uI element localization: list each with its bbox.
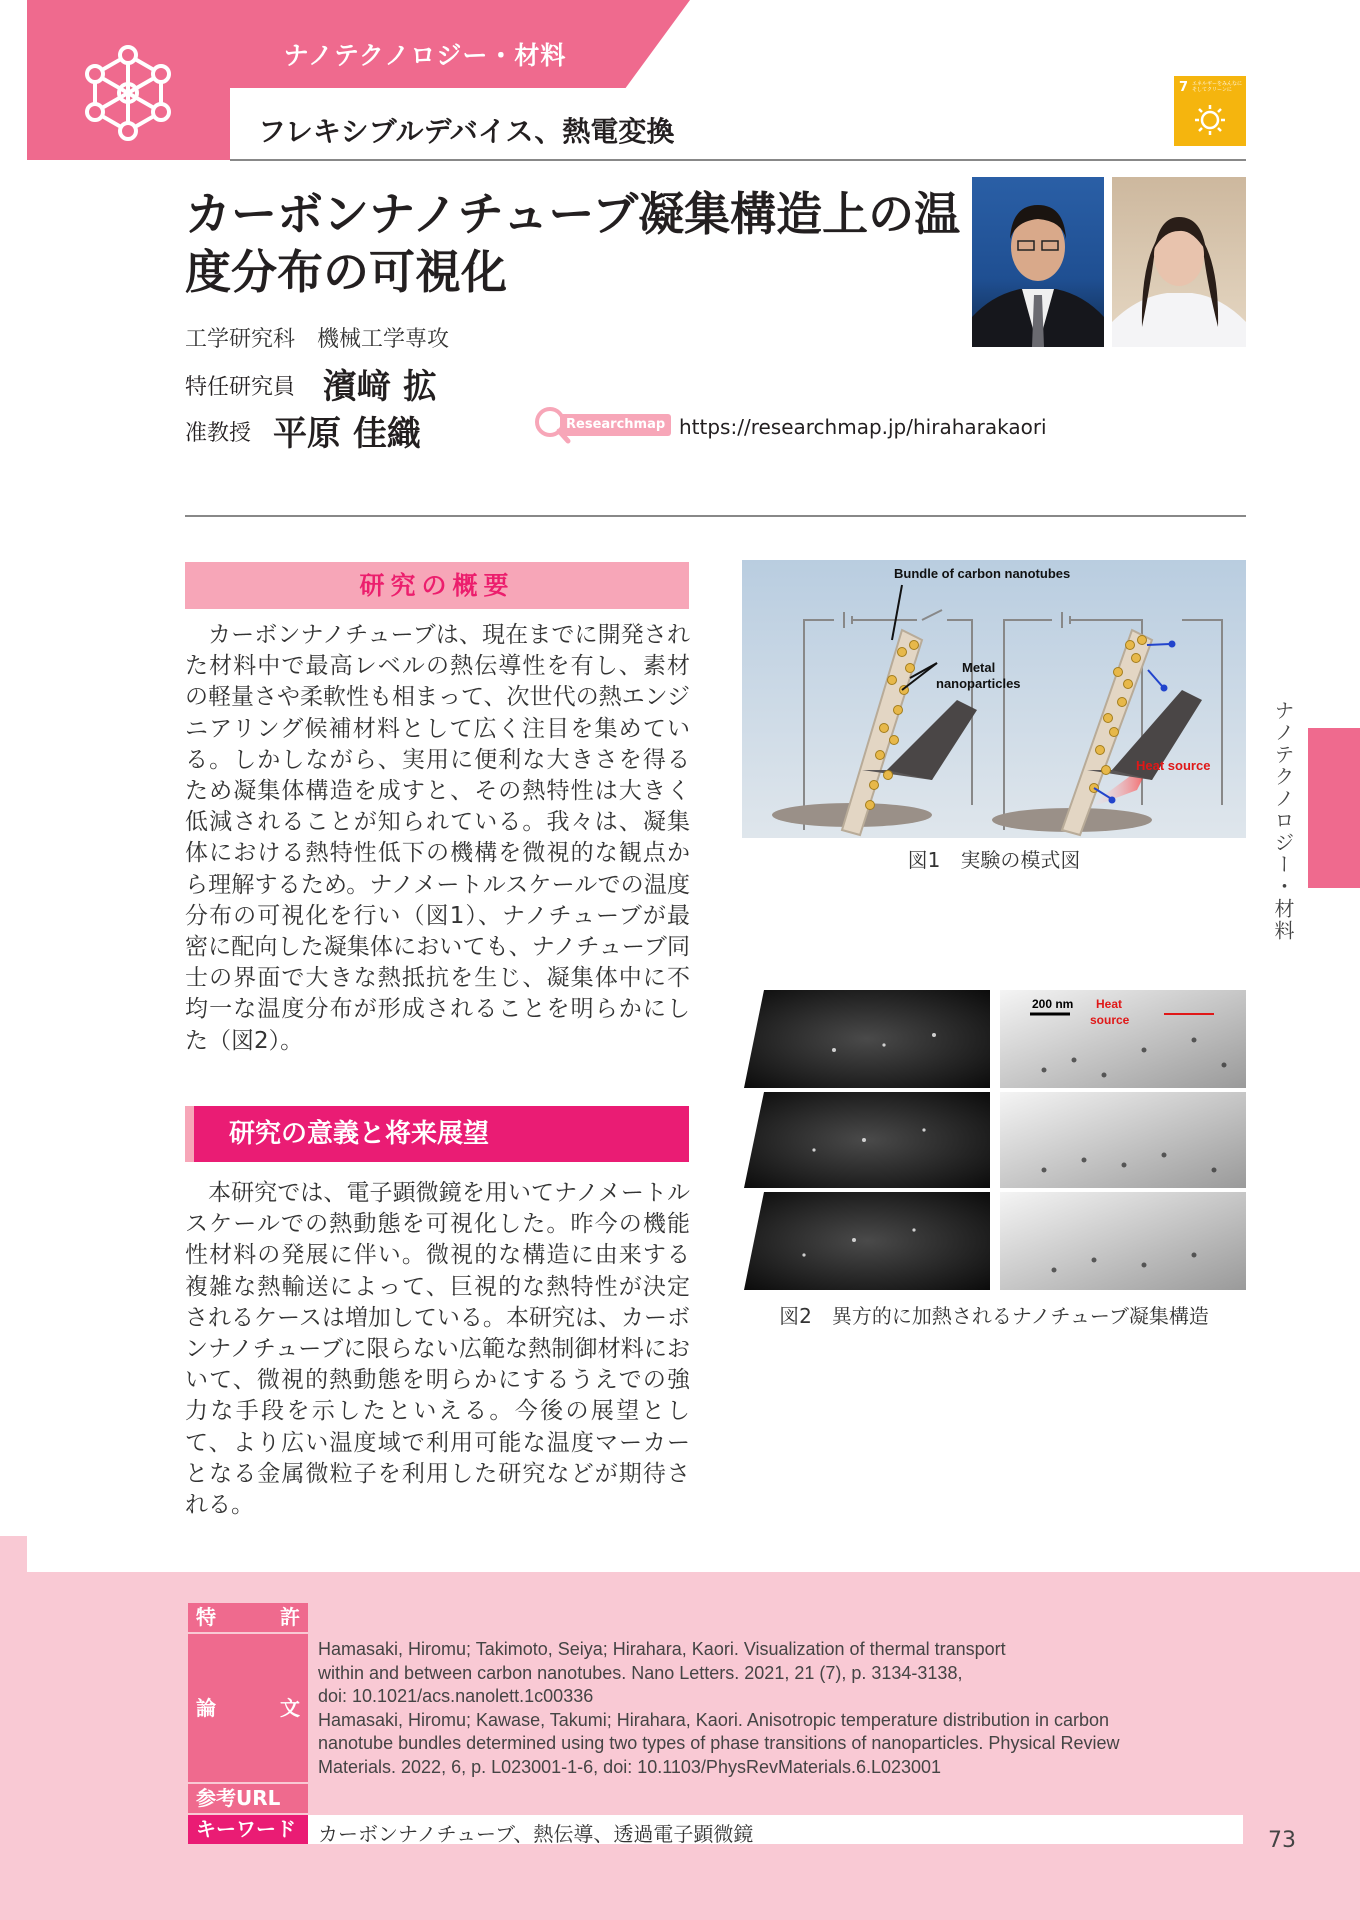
sdg-number: 7: [1179, 80, 1189, 95]
subtitle-divider: [230, 159, 1246, 161]
figure-2-row-1: [744, 990, 1246, 1088]
overview-body: カーボンナノチューブは、現在までに開発された材料中で最高レベルの熱伝導性を有し、素材の軽量さや柔軟性も相まって、次世代の熱エンジニアリング候補材料として広く注目を集めている。しかしながら、実用に便利な大きさを得るため凝集体構造を成すと、その熱特性は大きく低減されることが知られている。我々は、凝集体における熱特性低下の機構を微視的な観点から理解するため。ナノメートルスケールでの温度分布の可視化を行い（図1）、ナノチューブが最密に配向した凝集体においても、ナノチューブ同士の界面で大きな熱抵抗を生じ、凝集体中に不均一な温度分布が形成されることを明らかにした（図2）。: [185, 622, 691, 1054]
side-category-label: ナノテクノロジー・材料: [1271, 700, 1295, 942]
significance-heading: 研究の意義と将来展望: [185, 1106, 689, 1162]
page-number: 73: [1268, 1828, 1296, 1853]
sun-power-icon: [1188, 96, 1232, 140]
article-title: カーボンナノチューブ凝集構造上の温度分布の可視化: [185, 187, 961, 299]
figure-1-label-heat-source: Heat source: [1136, 758, 1211, 773]
patent-label: [188, 1603, 308, 1632]
paper-line: Hamasaki, Hiromu; Kawase, Takumi; Hirahara, Kaori. Anisotropic temperature distribution in carbon: [318, 1709, 1110, 1730]
figure-1-background: [742, 560, 1246, 838]
paper-line: nanotube bundles determined using two types of phase transitions of nanoparticles. Physical Review: [318, 1733, 1120, 1753]
paper-line: Hamasaki, Hiromu; Takimoto, Seiya; Hirahara, Kaori. Visualization of thermal transport: [318, 1639, 1006, 1659]
author-2-name: 平原 佳織: [273, 414, 421, 454]
sdg-7-badge: [1174, 76, 1246, 146]
section-divider: [185, 515, 1246, 517]
author-2-photo: [1112, 177, 1246, 347]
researchmap-logo: Researchmap: [560, 414, 671, 436]
article-subtitle: フレキシブルデバイス、熱電変換: [258, 115, 675, 148]
figure-1-caption: 図1 実験の模式図: [907, 848, 1081, 872]
figure-2-row-3: [744, 1192, 1246, 1290]
figure-2-row-2: [744, 1092, 1246, 1188]
molecule-icon: [27, 0, 230, 160]
author-1-photo: [972, 177, 1104, 347]
figure-1-label-metal: Metal: [962, 660, 996, 675]
patent-label-char-1: 特: [196, 1605, 216, 1629]
overview-heading: 研究の概要: [185, 562, 689, 609]
reference-url-label: 参考URL: [188, 1784, 308, 1813]
footer-notch: [0, 1536, 27, 1576]
paper-line: doi: 10.1021/acs.nanolett.1c00336: [318, 1686, 594, 1706]
author-1-role: 特任研究員: [185, 375, 296, 400]
figure-1-label-nanoparticles: nanoparticles: [936, 676, 1021, 691]
author-1-portrait: [972, 177, 1104, 347]
figure-2-caption: 図2 異方的に加熱されるナノチューブ凝集構造: [779, 1304, 1209, 1328]
keywords-label: キーワード: [188, 1815, 308, 1844]
keywords-text: カーボンナノチューブ、熱伝導、透過電子顕微鏡: [318, 1822, 754, 1846]
side-category-tab: [1308, 728, 1360, 888]
significance-heading-accent: [185, 1106, 194, 1162]
paper-line: within and between carbon nanotubes. Nano Letters. 2021, 21 (7), p. 3134-3138,: [318, 1662, 963, 1683]
researchmap-url-link[interactable]: https://researchmap.jp/hiraharakaori: [679, 415, 1047, 439]
figure-2-micrographs: [744, 990, 1246, 1290]
figure-2-heat-label: Heat: [1096, 997, 1123, 1011]
papers-list: [318, 1638, 1238, 1779]
significance-body: 本研究では、電子顕微鏡を用いてナノメートルスケールでの熱動態を可視化した。昨今の機能性材料の発展に伴い。微視的な構造に由来する複雑な熱輸送によって、巨視的な熱特性が決定されるケースは増加している。本研究は、カーボンナノチューブに限らない広範な熱制御材料において、微視的熱動態を明らかにするうえでの強力な手段を示したといえる。今後の展望として、より広い温度域で利用可能な温度マーカーとなる金属微粒子を利用した研究などが期待される。: [185, 1180, 691, 1519]
author-1-name: 濱﨑 拡: [323, 367, 437, 407]
patent-label-char-2: 許: [280, 1605, 300, 1629]
paper-line: Materials. 2022, 6, p. L023001-1-6, doi: 10.1103/PhysRevMaterials.6.L023001: [318, 1756, 942, 1777]
papers-label-char-1: 論: [196, 1696, 216, 1720]
department: 工学研究科 機械工学専攻: [185, 327, 450, 352]
figure-2-source-label: source: [1090, 1013, 1130, 1027]
author-2-role: 准教授: [185, 421, 252, 446]
category-label: ナノテクノロジー・材料: [283, 41, 567, 70]
figure-1-label-bundle: Bundle of carbon nanotubes: [894, 566, 1071, 581]
figure-1-schematic: [742, 560, 1246, 838]
author-2-portrait: [1112, 177, 1246, 347]
sdg-text: エネルギーをみんなに そしてクリーンに: [1192, 81, 1243, 93]
category-logo-box: [27, 0, 230, 160]
figure-2-scale-bar: 200 nm: [1032, 997, 1074, 1011]
papers-label: [188, 1634, 308, 1782]
papers-label-char-2: 文: [280, 1696, 300, 1720]
